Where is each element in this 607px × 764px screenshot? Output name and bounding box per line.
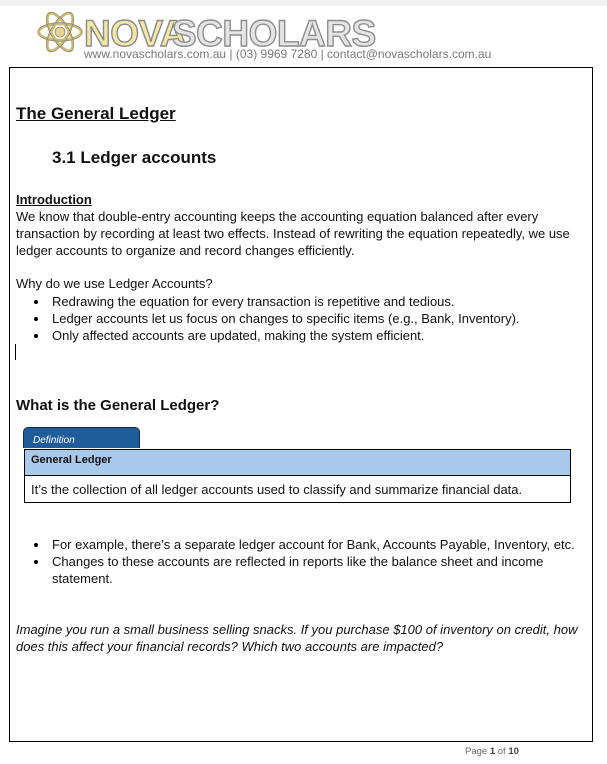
page-number — [465, 746, 519, 757]
section-heading: 3.1 Ledger accounts — [52, 148, 217, 167]
contact-line: www.novascholars.com.au | (03) 9969 7280 | contact@novascholars.com.au — [84, 47, 492, 61]
definition-tab — [23, 427, 140, 448]
why-question: Why do we use Ledger Accounts? — [16, 276, 213, 291]
page-total: 10 — [508, 746, 519, 757]
logo-text-nova: NOVA — [84, 13, 187, 54]
document-title: The General Ledger — [16, 104, 176, 123]
definition-tab-label: Definition — [33, 435, 75, 446]
text-cursor[interactable] — [15, 344, 16, 360]
list-item: Ledger accounts let us focus on changes to specific items (e.g., Bank, Inventory). — [16, 310, 576, 327]
list-item: Redrawing the equation for every transaction is repetitive and tedious. — [16, 293, 576, 310]
general-ledger-heading: What is the General Ledger? — [16, 397, 220, 414]
example-bullet-list — [16, 536, 576, 587]
intro-heading: Introduction — [16, 192, 92, 207]
why-bullet-list — [16, 293, 576, 344]
atom-logo-icon — [36, 8, 84, 56]
definition-text: It’s the collection of all ledger accounts used to classify and summarize financial data. — [31, 482, 523, 497]
list-item: Changes to these accounts are reflected in reports like the balance sheet and income statement. — [16, 553, 576, 587]
page-of: of — [497, 746, 506, 757]
top-edge-shade — [0, 0, 607, 6]
page-label: Page — [465, 746, 488, 757]
page-current: 1 — [489, 746, 496, 757]
definition-title-row — [25, 450, 570, 476]
list-item: Only affected accounts are updated, making the system efficient. — [16, 327, 576, 344]
definition-box — [24, 449, 571, 503]
scenario-paragraph: Imagine you run a small business selling snacks. If you purchase $100 of inventory on credit, how does this affect your financial records? Which two accounts are impacted? — [16, 622, 578, 654]
definition-term: General Ledger — [31, 454, 112, 466]
list-item: For example, there’s a separate ledger account for Bank, Accounts Payable, Inventory, etc. — [16, 536, 576, 553]
logo-text-scholars: SCHOLARS — [172, 13, 376, 54]
intro-paragraph: We know that double-entry accounting keeps the accounting equation balanced after every transaction by recording at least two effects. Instead of rewriting the equation repeatedly, we use ledger accounts to organize and record changes efficiently. — [16, 209, 570, 258]
